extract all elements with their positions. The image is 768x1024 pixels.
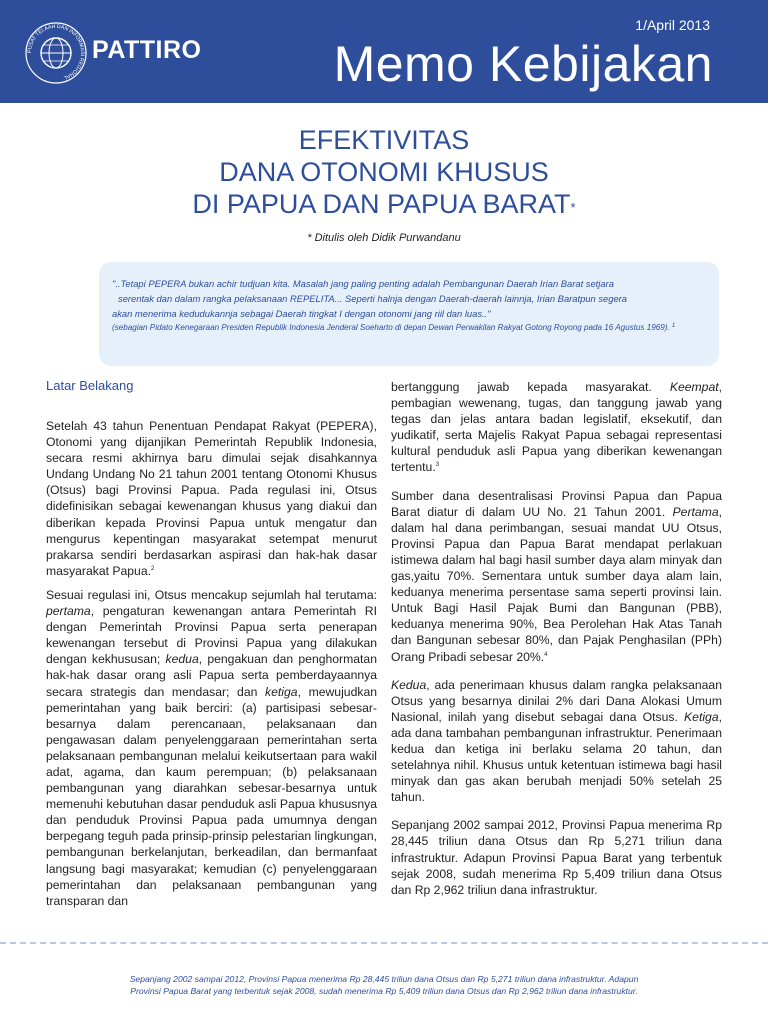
paragraph-text: , pengaturan kewenangan antara Pemerintah RI dengan Pemerintah Provinsi Papua serta penerapan kewenangan tersebut di Provinsi Papua yang dilakukan dengan kekhususan; [46,604,377,667]
section-heading: Latar Belakang [46,378,134,393]
emphasis: Kedua [391,677,427,692]
paragraph [46,587,377,909]
footer-divider [0,942,768,944]
paragraph-text: , pembagian wewenang, tugas, dan tanggung jawab yang tegas dan jelas antara badan legislatif, eksekutif, dan yudikatif, serta Majelis Rakyat Papua sebagai representasi kultural penduduk asli Papua yang diberikan kewenangan tertentu. [391,380,722,475]
footnote-ref: 1 [671,323,676,329]
emphasis: kedua [165,652,199,667]
paragraph [391,488,722,665]
paragraph-text: , mewujudkan pemerintahan yang baik berciri: (a) partisipasi sebesar-besarnya dalam perencanaan, pelaksanaan dan pengawasan dalam penyelenggaraan pemerintahan serta pelaksanaan pembangunan melalui keikutsertaan para wakil adat, agama, dan kaum perempuan; (b) pelaksanaan pembangunan yang diarahkan sebesar-besarnya untuk memenuhi kebutuhan dasar penduduk asli Papua khususnya dan penduduk Provinsi Papua pada umumnya dengan berpegang teguh pada prinsip-prinsip pelestarian lingkungan, pembangunan berkelanjutan, berkeadilan, dan bermanfaat langsung bagi masyarakat; kemudian (c) penyelenggaraan pemerintahan dan pelaksanaan pembangunan yang transparan dan [46,684,377,908]
emphasis: ketiga [265,684,298,699]
emphasis: pertama [46,604,91,619]
paragraph [46,418,377,579]
quote-source [112,321,695,335]
footnote-ref: 2 [151,565,155,572]
title-line-2: DANA OTONOMI KHUSUS [219,157,549,187]
paragraph [391,677,722,806]
emphasis: Pertama [672,504,719,519]
footnote-ref: 4 [544,651,548,658]
paragraph-text: , dalam hal dana perimbangan, sesuai mandat UU Otsus, Provinsi Papua dan Papua Barat mendapat perlakuan istimewa dalam hal bagi hasil sumber daya alam minyak dan gas,yaitu 70%. Sementara untuk sumber daya alam lain, keduanya menerima persentase sama seperti provinsi lain. Untuk Bagi Hasil Pajak Bumi dan Bangunan (PBB), keduanya menerima 90%, Bea Perolehan Hak Atas Tanah dan Bangunan sebesar 80%, dan Pajak Penghasilan (PPh) Orang Pribadi sebesar 20%. [391,504,722,664]
quote-text [112,276,695,321]
svg-text:PUSAT TELAAH DAN INFORMASI REG [27,24,85,81]
quote-box [99,262,719,366]
paragraph-text: Sesuai regulasi ini, Otsus mencakup sejumlah hal terutama: [46,587,377,602]
paragraph-text: Sumber dana desentralisasi Provinsi Papua dan Papua Barat diatur di dalam UU No. 21 Tahun 2001. [391,488,722,519]
paragraph-text: , pengakuan dan penghormatan hak-hak dasar orang asli Papua serta pemberdayaannya secara strategis dan mendasar; dan [46,652,377,699]
org-name: PATTIRO [92,36,202,64]
pattiro-seal-icon [25,22,87,84]
emphasis: Keempat [669,380,719,394]
document-title [0,124,768,220]
seal-text: PUSAT TELAAH DAN INFORMASI REGIONAL [26,23,86,81]
paragraph [391,379,722,476]
paragraph-text: bertanggung jawab kepada masyarakat. [391,380,670,394]
footer-line-1: Sepanjang 2002 sampai 2012, Provinsi Papua menerima Rp 28,445 triliun dana Otsus dan Rp 5,271 triliun dana infrastruktur. Adapun [129,974,639,984]
title-mark: * [570,200,576,215]
header-banner [0,0,768,103]
quote-line-2: serentak dan dalam rangka pelaksanaan REPELITA... Seperti halnja dengan Daerah-daerah lainnja, Irian Baratpun segera [118,293,628,304]
paragraph-text: Setelah 43 tahun Penentuan Pendapat Rakyat (PEPERA), Otonomi yang dijanjikan Pemerintah Republik Indonesia, secara resmi akhirnya baru dimulai sejak disahkannya Undang Undang No 21 tahun 2001 tentang Otonomi Khusus (Otsus) bagi Provinsi Papua. Pada regulasi ini, Otsus didefinisikan sebagai kewenangan khusus yang diakui dan diberikan kepada Provinsi Papua untuk mengatur dan mengurus kepentingan masyarakat setempat menurut prakarsa sendiri berdasarkan aspirasi dan hak-hak dasar masyarakat Papua. [46,419,377,578]
footnote-ref: 3 [435,462,440,469]
right-column [391,379,722,906]
quote-line-1: "..Tetapi PEPERA bukan achir tudjuan kita. Masalah jang paling penting adalah Pembangunan Daerah Irian Barat setjara [112,278,614,289]
memo-title: Memo Kebijakan [333,36,713,92]
footer-summary [80,973,688,997]
issue-date: 1/April 2013 [635,17,710,33]
emphasis: Ketiga [684,709,719,724]
paragraph-text: , ada dana tambahan pembangunan infrastruktur. Penerimaan kedua dan ketiga ini berlaku selama 20 tahun, dan setelahnya nihil. Khusus untuk ketentuan istimewa bagi hasil minyak dan gas akan berubah menjadi 50% setelah 25 tahun. [391,709,722,805]
paragraph: Sepanjang 2002 sampai 2012, Provinsi Papua menerima Rp 28,445 triliun dana Otsus dan Rp 5,271 triliun dana infrastruktur. Adapun Provinsi Papua Barat yang terbentuk sejak 2008, sudah menerima Rp 5,409 triliun dana Otsus dan Rp 2,962 triliun dana infrastruktur. [391,818,722,897]
title-line-3: DI PAPUA DAN PAPUA BARAT [192,189,571,219]
quote-source-text: (sebagian Pidato Kenegaraan Presiden Republik Indonesia Jenderal Soeharto di depan Dewan Perwakilan Rakyat Gotong Royong pada 16 Agustus 1969). [112,323,670,332]
footer-line-2: Provinsi Papua Barat yang terbentuk sejak 2008, sudah menerima Rp 5,409 triliun dana Otsus dan Rp 2,962 triliun dana infrastruktur. [130,986,638,996]
byline: * Ditulis oleh Didik Purwandanu [307,232,461,244]
quote-line-3: akan menerima kedudukannja sebagai Daerah tingkat I dengan otonomi jang riil dan luas.." [112,308,491,319]
left-column [46,418,377,917]
paragraph-text: , ada penerimaan khusus dalam rangka pelaksanaan Otsus yang besarnya dinilai 2% dari Dana Alokasi Umum Nasional, inilah yang disebut sebagai dana Otsus. [391,677,722,724]
title-line-1: EFEKTIVITAS [298,125,470,155]
